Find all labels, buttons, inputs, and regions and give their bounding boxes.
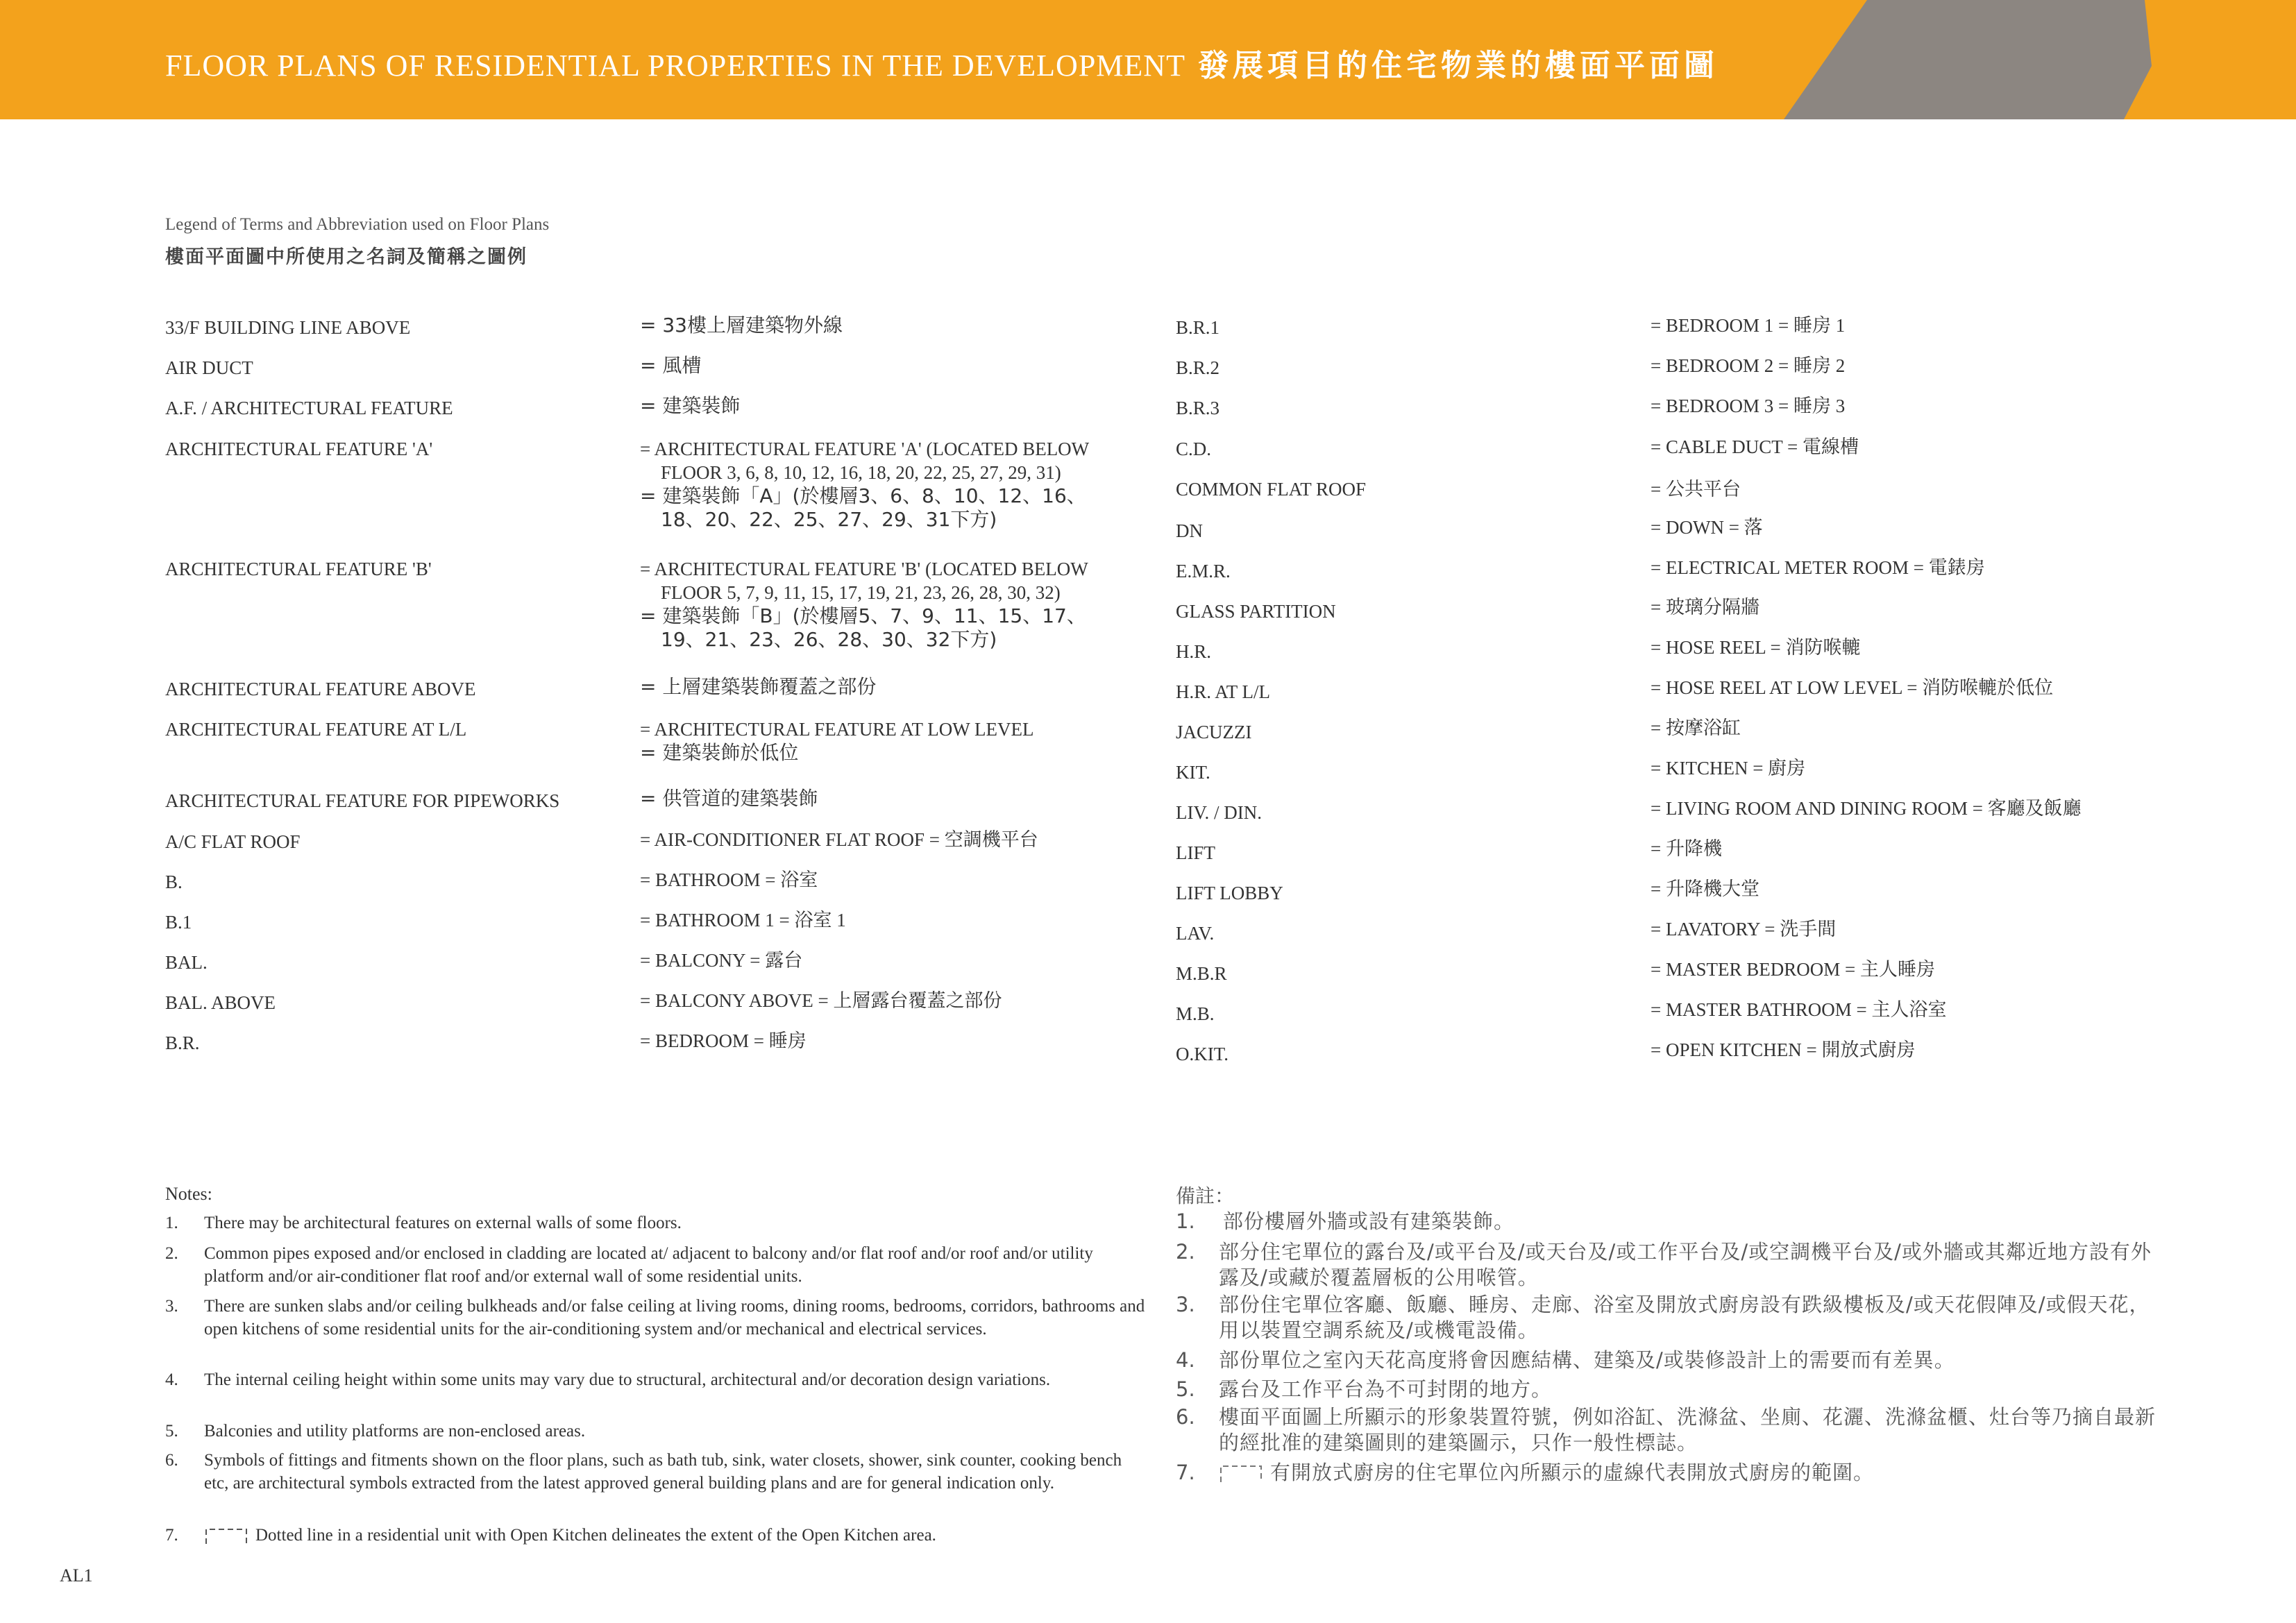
page-title — [165, 40, 1719, 85]
legend-def-line: 19、21、23、26、28、30、32下方) — [661, 628, 997, 651]
dotted-line-symbol — [1219, 1464, 1263, 1484]
legend-def-line: FLOOR 3, 6, 8, 10, 12, 16, 18, 20, 22, 25, 27, 29, 31) — [661, 462, 1061, 483]
legend-definition: = KITCHEN = 廚房 — [1651, 758, 1806, 779]
legend-def-line: = 風槽 — [640, 354, 702, 377]
note-item — [165, 1420, 1137, 1443]
note-text: Symbols of fittings and fitments shown on the floor plans, such as bath tub, sink, water closets, shower, sink counter, cooking bench etc, are architectural symbols extracted from the latest approved general building plans and are for general indication only. — [204, 1451, 1122, 1493]
legend-term: A/C FLAT ROOF — [165, 831, 301, 852]
note-item — [165, 1242, 1137, 1288]
note-item-zh — [1176, 1209, 2182, 1235]
legend-term: B.R. — [165, 1033, 200, 1053]
legend-definition — [640, 354, 701, 377]
legend-definition — [640, 717, 1033, 765]
header-decor-polygon — [1784, 0, 2152, 119]
note-number: 7. — [165, 1526, 178, 1545]
legend-term: COMMON FLAT ROOF — [1176, 479, 1367, 500]
legend-term: ARCHITECTURAL FEATURE FOR PIPEWORKS — [165, 790, 560, 811]
legend-definition: = 升降機 — [1651, 838, 1722, 859]
header-decor-shape — [1784, 0, 2159, 119]
note-text: Common pipes exposed and/or enclosed in cladding are located at/ adjacent to balcony and/or flat roof and/or roof and/or utility platform and/or air-conditioner flat roof and/or external wall of some residential units. — [204, 1244, 1093, 1286]
legend-definition — [640, 949, 802, 972]
legend-definition: = HOSE REEL AT LOW LEVEL = 消防喉轆於低位 — [1651, 677, 2054, 698]
legend-term: B.R.2 — [1176, 357, 1220, 378]
legend-term: BAL. ABOVE — [165, 992, 276, 1013]
legend-term: M.B.R — [1176, 963, 1227, 984]
legend-term: AIR DUCT — [165, 357, 253, 378]
legend-def-line: = 建築裝飾 — [640, 394, 741, 417]
legend-definition: = 升降機大堂 — [1651, 878, 1759, 899]
legend-definition: = DOWN = 落 — [1651, 517, 1763, 538]
note-number: 3. — [165, 1297, 178, 1316]
legend-term: ARCHITECTURAL FEATURE ABOVE — [165, 679, 476, 699]
note-text: Balconies and utility platforms are non-enclosed areas. — [204, 1422, 586, 1441]
legend-definition: = BEDROOM 2 = 睡房 2 — [1651, 355, 1846, 376]
note-item-zh — [1176, 1460, 2182, 1486]
legend-def-line: = BALCONY = 露台 — [640, 950, 803, 971]
legend-definition: = MASTER BATHROOM = 主人浴室 — [1651, 999, 1947, 1020]
notes-title-zh: 備註： — [1176, 1184, 1235, 1207]
legend-definition — [640, 989, 1002, 1012]
note-text: 部分住宅單位的露台及/或平台及/或天台及/或工作平台及/或空調機平台及/或外牆或其鄰近地方設有外露及/或藏於覆蓋層板的公用喉管。 — [1219, 1240, 2152, 1289]
legend-def-line: = ARCHITECTURAL FEATURE 'A' (LOCATED BELOW — [640, 439, 1090, 459]
legend-term: H.R. AT L/L — [1176, 681, 1271, 702]
note-text: 樓面平面圖上所顯示的形象裝置符號，例如浴缸、洗滌盆、坐廁、花灑、洗滌盆櫃、灶台等乃摘自最新的經批准的建築圖則的建築圖示，只作一般性標誌。 — [1219, 1405, 2156, 1454]
legend-definition: = HOSE REEL = 消防喉轆 — [1651, 637, 1861, 658]
legend-definition — [640, 868, 818, 892]
legend-term: C.D. — [1176, 439, 1212, 459]
legend-heading — [165, 215, 549, 269]
legend-term: KIT. — [1176, 762, 1210, 783]
note-text — [1219, 1460, 2204, 1486]
legend-term: GLASS PARTITION — [1176, 601, 1336, 622]
legend-term: ARCHITECTURAL FEATURE 'B' — [165, 559, 432, 579]
legend-term: B.1 — [165, 912, 192, 933]
legend-term: O.KIT. — [1176, 1044, 1229, 1064]
legend-term: A.F. / ARCHITECTURAL FEATURE — [165, 398, 453, 418]
note-text: There are sunken slabs and/or ceiling bulkheads and/or false ceiling at living rooms, dining rooms, bedrooms, corridors, bathrooms and open kitchens of some residential units for the air-conditioning system and/or mechanical and electrical services. — [204, 1297, 1145, 1339]
legend-definition — [640, 437, 1089, 532]
page-number: AL1 — [60, 1565, 93, 1586]
legend-term: JACUZZI — [1176, 722, 1252, 742]
legend-term: B.R.1 — [1176, 317, 1220, 338]
note-number: 3. — [1176, 1293, 1195, 1316]
note-number: 6. — [165, 1451, 178, 1470]
legend-def-line: = BATHROOM = 浴室 — [640, 869, 818, 890]
note-number: 7. — [1176, 1461, 1195, 1484]
legend-def-line: 18、20、22、25、27、29、31下方) — [661, 508, 997, 531]
legend-definition — [640, 675, 876, 699]
legend-definition: = MASTER BEDROOM = 主人睡房 — [1651, 959, 1935, 980]
note-item — [165, 1295, 1145, 1364]
legend-def-line: = 33樓上層建築物外線 — [640, 314, 843, 337]
note-number: 4. — [1176, 1348, 1195, 1372]
page-title-zh: 發展項目的住宅物業的樓面平面圖 — [1197, 48, 1719, 83]
legend-definition: = LAVATORY = 洗手間 — [1651, 919, 1837, 940]
note-item-zh — [1176, 1292, 2182, 1345]
legend-def-line: FLOOR 5, 7, 9, 11, 15, 17, 19, 21, 23, 26, 28, 30, 32) — [661, 582, 1061, 603]
note-item — [165, 1449, 1137, 1518]
legend-def-line: = BATHROOM 1 = 浴室 1 — [640, 910, 846, 931]
dotted-line-symbol — [204, 1527, 248, 1545]
legend-def-line: = AIR-CONDITIONER FLAT ROOF = 空調機平台 — [640, 829, 1038, 850]
note-number: 5. — [1176, 1377, 1195, 1401]
legend-definition — [640, 314, 843, 337]
legend-def-line: = BALCONY ABOVE = 上層露台覆蓋之部份 — [640, 990, 1002, 1011]
legend-term: BAL. — [165, 952, 208, 973]
note-item-zh — [1176, 1348, 2182, 1374]
legend-term: B. — [165, 872, 183, 892]
legend-definition — [640, 908, 846, 932]
note-text: 部份單位之室內天花高度將會因應結構、建築及/或裝修設計上的需要而有差異。 — [1219, 1348, 1955, 1372]
legend-definition — [640, 557, 1088, 652]
note-item — [165, 1212, 1137, 1235]
legend-term: 33/F BUILDING LINE ABOVE — [165, 317, 411, 338]
legend-definition: = 公共平台 — [1651, 479, 1741, 500]
note-number: 6. — [1176, 1405, 1195, 1429]
legend-definition: = BEDROOM 1 = 睡房 1 — [1651, 315, 1846, 336]
note-number: 1. — [1176, 1209, 1195, 1233]
legend-def-line: = 供管道的建築裝飾 — [640, 787, 818, 810]
legend-definition: = CABLE DUCT = 電線槽 — [1651, 436, 1859, 457]
legend-definition: = BEDROOM 3 = 睡房 3 — [1651, 396, 1846, 416]
note-text-body: Dotted line in a residential unit with Open Kitchen delineates the extent of the Open Kitchen area. — [255, 1526, 936, 1545]
legend-term: LIFT LOBBY — [1176, 883, 1283, 903]
note-item-zh — [1176, 1404, 2182, 1457]
page-title-en: FLOOR PLANS OF RESIDENTIAL PROPERTIES IN THE DEVELOPMENT — [165, 49, 1185, 83]
legend-definition: = ELECTRICAL METER ROOM = 電錶房 — [1651, 557, 1985, 578]
legend-definition: = OPEN KITCHEN = 開放式廚房 — [1651, 1039, 1916, 1060]
note-text: There may be architectural features on external walls of some floors. — [204, 1214, 682, 1232]
legend-definition: = 按摩浴缸 — [1651, 717, 1741, 738]
note-text: 部份住宅單位客廳、飯廳、睡房、走廊、浴室及開放式廚房設有跌級樓板及/或天花假陣及/或假天花，用以裝置空調系統及/或機電設備。 — [1219, 1293, 2150, 1342]
legend-def-line: = ARCHITECTURAL FEATURE AT LOW LEVEL — [640, 719, 1034, 740]
legend-term: B.R.3 — [1176, 398, 1220, 418]
legend-def-line: = 上層建築裝飾覆蓋之部份 — [640, 675, 877, 698]
note-text: The internal ceiling height within some units may vary due to structural, architectural and/or decoration design variations. — [204, 1370, 1051, 1389]
note-item-zh — [1176, 1377, 2182, 1403]
note-number: 5. — [165, 1422, 178, 1441]
legend-term: ARCHITECTURAL FEATURE 'A' — [165, 439, 433, 459]
legend-heading-en: Legend of Terms and Abbreviation used on Floor Plans — [165, 215, 550, 234]
note-text — [204, 1524, 1294, 1547]
legend-def-line: = 建築裝飾「B」(於樓層5、7、9、11、15、17、 — [640, 604, 1086, 627]
legend-definition: = 玻璃分隔牆 — [1651, 597, 1759, 618]
note-number: 2. — [165, 1244, 178, 1263]
legend-term: H.R. — [1176, 641, 1212, 662]
legend-term: LIV. / DIN. — [1176, 802, 1262, 823]
note-number: 1. — [165, 1214, 178, 1232]
note-item-zh — [1176, 1239, 2182, 1292]
legend-definition — [640, 828, 1038, 851]
notes-title: Notes: — [165, 1184, 212, 1204]
legend-term: ARCHITECTURAL FEATURE AT L/L — [165, 719, 467, 740]
legend-definition — [640, 1029, 807, 1053]
note-text: 露台及工作平台為不可封閉的地方。 — [1219, 1377, 1553, 1401]
legend-term: DN — [1176, 520, 1203, 541]
legend-def-line: = 建築裝飾於低位 — [640, 741, 799, 764]
note-item — [165, 1524, 1137, 1547]
note-item — [165, 1368, 1137, 1414]
note-text: 部份樓層外牆或設有建築裝飾。 — [1223, 1209, 1515, 1233]
legend-definition — [640, 787, 818, 810]
legend-heading-zh: 樓面平面圖中所使用之名詞及簡稱之圖例 — [165, 246, 527, 268]
legend-def-line: = 建築裝飾「A」(於樓層3、6、8、10、12、16、 — [640, 484, 1086, 507]
legend-term: E.M.R. — [1176, 561, 1231, 581]
legend-def-line: = ARCHITECTURAL FEATURE 'B' (LOCATED BELOW — [640, 559, 1088, 579]
note-number: 4. — [165, 1370, 178, 1389]
legend-definition: = LIVING ROOM AND DINING ROOM = 客廳及飯廳 — [1651, 798, 2082, 819]
legend-term: LIFT — [1176, 842, 1215, 863]
legend-definition — [640, 394, 740, 418]
legend-term: M.B. — [1176, 1003, 1215, 1024]
note-text-body: 有開放式廚房的住宅單位內所顯示的虛線代表開放式廚房的範圍。 — [1270, 1461, 1875, 1484]
note-number: 2. — [1176, 1240, 1195, 1264]
legend-def-line: = BEDROOM = 睡房 — [640, 1030, 807, 1051]
legend-term: LAV. — [1176, 923, 1215, 944]
